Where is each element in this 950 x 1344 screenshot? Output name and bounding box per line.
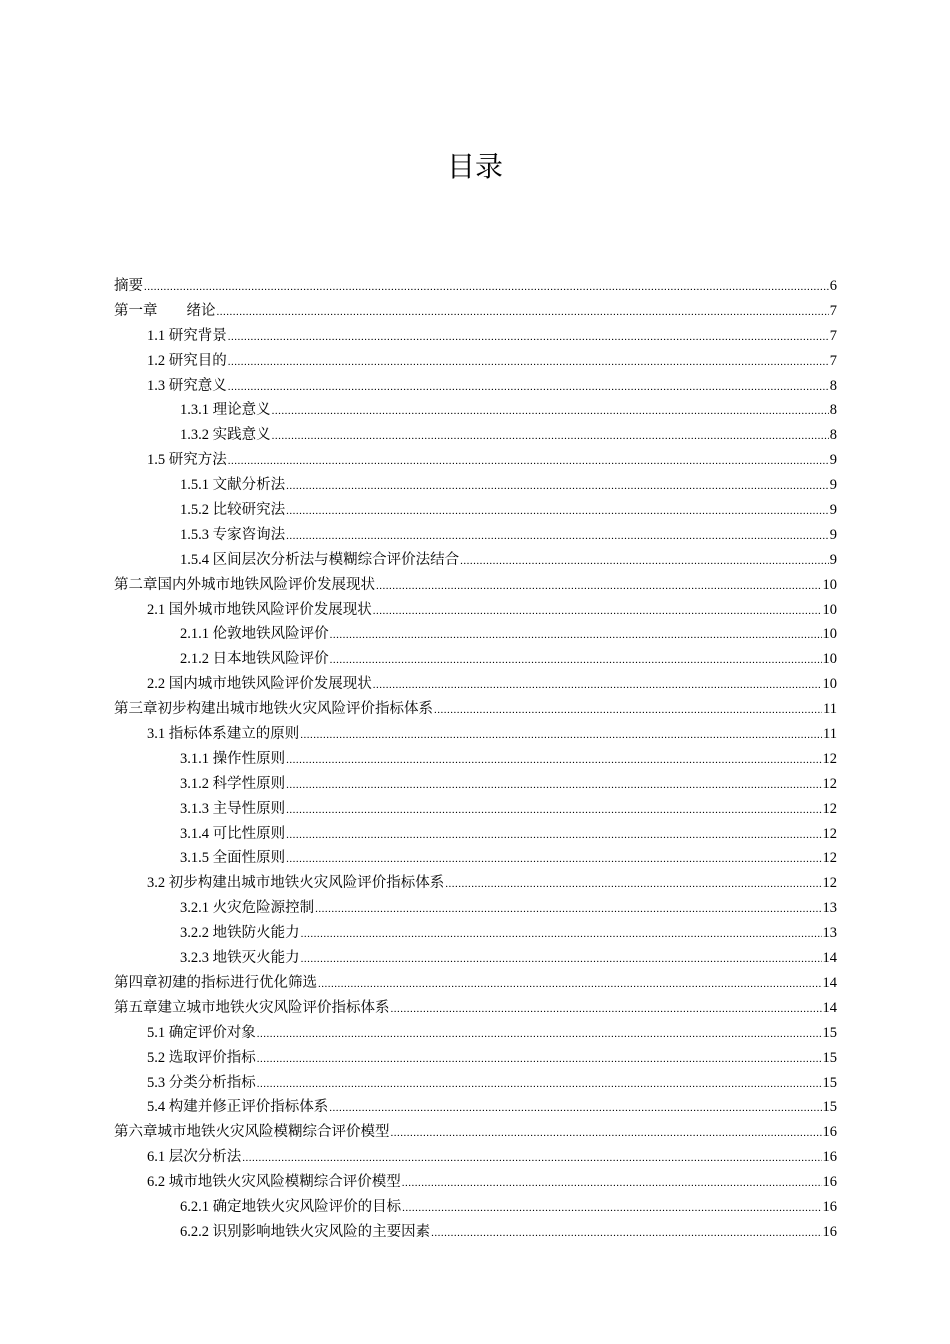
toc-entry-page-number: 10 [822, 676, 837, 693]
toc-entry-label: 2.1 国外城市地铁风险评价发展现状 [147, 601, 372, 618]
toc-entry[interactable] [114, 1195, 837, 1220]
toc-entry-page-number: 15 [822, 1049, 837, 1066]
toc-entry-label: 1.5.4 区间层次分析法与模糊综合评价法结合 [180, 551, 460, 568]
toc-entry-label: 6.2.2 识别影响地铁火灾风险的主要因素 [180, 1223, 431, 1240]
toc-entry-label: 第二章国内外城市地铁风险评价发展现状 [114, 576, 375, 593]
toc-entry-label: 第六章城市地铁火灾风险模糊综合评价模型 [114, 1124, 390, 1141]
toc-entry[interactable] [114, 797, 837, 822]
toc-entry[interactable] [114, 647, 837, 672]
toc-entry-label: 1.5 研究方法 [147, 452, 227, 469]
toc-entry-page-number: 7 [829, 302, 837, 319]
toc-leader-dots [318, 972, 822, 997]
toc-entry-label: 3.1.1 操作性原则 [180, 750, 286, 767]
toc-leader-dots [257, 1047, 822, 1072]
toc-entry-label: 5.1 确定评价对象 [147, 1024, 256, 1041]
toc-leader-dots [376, 574, 822, 599]
toc-entry-page-number: 15 [822, 1024, 837, 1041]
toc-leader-dots [434, 698, 822, 723]
toc-entry[interactable] [114, 722, 837, 747]
toc-entry-page-number: 10 [822, 651, 837, 668]
toc-leader-dots [286, 773, 821, 798]
toc-leader-dots [257, 1022, 822, 1047]
toc-entry-page-number: 8 [829, 427, 837, 444]
toc-entry-label: 2.1.2 日本地铁风险评价 [180, 651, 329, 668]
toc-entry-label: 第一章 绪论 [114, 302, 216, 319]
toc-entry-label: 5.3 分类分析指标 [147, 1074, 256, 1091]
toc-leader-dots [257, 1072, 822, 1097]
toc-entry-page-number: 15 [822, 1074, 837, 1091]
toc-leader-dots [330, 648, 822, 673]
toc-entry-label: 摘要 [114, 278, 143, 294]
toc-entry[interactable] [114, 896, 837, 921]
toc-entry-page-number: 9 [829, 502, 837, 519]
toc-leader-dots [242, 1146, 821, 1171]
toc-entry[interactable] [114, 423, 837, 448]
toc-entry-page-number: 10 [822, 576, 837, 593]
toc-leader-dots [286, 748, 821, 773]
toc-leader-dots [329, 1096, 821, 1121]
toc-leader-dots [300, 723, 822, 748]
toc-entry-label: 2.1.1 伦敦地铁风险评价 [180, 626, 329, 643]
toc-entry-label: 6.1 层次分析法 [147, 1149, 242, 1166]
toc-leader-dots [272, 424, 829, 449]
toc-entry-label: 第五章建立城市地铁火灾风险评价指标体系 [114, 999, 390, 1016]
toc-entry-label: 2.2 国内城市地铁风险评价发展现状 [147, 676, 372, 693]
toc-entry-label: 1.3 研究意义 [147, 377, 227, 394]
toc-leader-dots [286, 524, 829, 549]
toc-leader-dots [286, 798, 821, 823]
toc-entry[interactable] [114, 1120, 837, 1145]
toc-leader-dots [315, 897, 821, 922]
toc-entry[interactable] [114, 598, 837, 623]
toc-entry-page-number: 10 [822, 601, 837, 618]
toc-entry[interactable] [114, 274, 837, 299]
toc-entry-page-number: 9 [829, 477, 837, 494]
toc-entry-page-number: 14 [822, 999, 837, 1016]
toc-entry-label: 1.3.1 理论意义 [180, 402, 271, 419]
toc-leader-dots [301, 947, 822, 972]
toc-entry[interactable] [114, 548, 837, 573]
toc-entry-label: 3.1.4 可比性原则 [180, 825, 286, 842]
toc-entry[interactable] [114, 473, 837, 498]
toc-leader-dots [144, 275, 829, 300]
toc-entry-label: 1.5.1 文献分析法 [180, 477, 286, 494]
table-of-contents [114, 274, 837, 1245]
toc-entry[interactable] [114, 324, 837, 349]
toc-leader-dots [402, 1196, 821, 1221]
toc-entry-page-number: 16 [822, 1223, 837, 1240]
toc-entry-label: 第四章初建的指标进行优化筛选 [114, 974, 317, 991]
toc-leader-dots [330, 623, 822, 648]
toc-entry-page-number: 16 [822, 1174, 837, 1191]
toc-leader-dots [373, 599, 822, 624]
toc-entry[interactable] [114, 448, 837, 473]
toc-entry-label: 3.1 指标体系建立的原则 [147, 726, 300, 743]
toc-entry-page-number: 14 [822, 950, 837, 967]
toc-entry[interactable] [114, 1220, 837, 1245]
toc-leader-dots [228, 449, 829, 474]
toc-entry-label: 6.2.1 确定地铁火灾风险评价的目标 [180, 1198, 402, 1215]
toc-leader-dots [402, 1171, 822, 1196]
toc-entry[interactable] [114, 772, 837, 797]
toc-entry-page-number: 16 [822, 1124, 837, 1141]
toc-entry-label: 1.5.2 比较研究法 [180, 502, 286, 519]
toc-entry-label: 6.2 城市地铁火灾风险模糊综合评价模型 [147, 1174, 401, 1191]
toc-leader-dots [460, 549, 829, 574]
toc-leader-dots [286, 499, 829, 524]
toc-leader-dots [286, 474, 829, 499]
toc-entry[interactable] [114, 747, 837, 772]
toc-entry-page-number: 14 [822, 974, 837, 991]
toc-entry-page-number: 7 [829, 352, 837, 369]
toc-entry-page-number: 11 [823, 726, 837, 743]
toc-entry-label: 3.1.3 主导性原则 [180, 800, 286, 817]
toc-leader-dots [445, 872, 821, 897]
toc-entry-page-number: 12 [822, 875, 837, 892]
toc-entry-page-number: 15 [822, 1099, 837, 1116]
toc-entry-label: 1.5.3 专家咨询法 [180, 526, 286, 543]
toc-entry[interactable] [114, 996, 837, 1021]
toc-entry[interactable] [114, 697, 837, 722]
toc-entry[interactable] [114, 946, 837, 971]
toc-entry[interactable] [114, 523, 837, 548]
toc-entry[interactable] [114, 498, 837, 523]
toc-entry-page-number: 12 [822, 800, 837, 817]
toc-entry-label: 3.2.3 地铁灭火能力 [180, 950, 300, 967]
toc-entry-page-number: 12 [822, 850, 837, 867]
toc-leader-dots [391, 997, 822, 1022]
toc-leader-dots [217, 300, 829, 325]
toc-entry-label: 1.3.2 实践意义 [180, 427, 271, 444]
toc-entry[interactable] [114, 299, 837, 324]
toc-entry[interactable] [114, 1021, 837, 1046]
toc-entry-page-number: 12 [822, 825, 837, 842]
toc-entry-page-number: 8 [829, 402, 837, 419]
toc-leader-dots [431, 1221, 821, 1246]
toc-entry-page-number: 12 [822, 750, 837, 767]
toc-leader-dots [286, 823, 821, 848]
toc-entry[interactable] [114, 1095, 837, 1120]
toc-leader-dots [228, 350, 829, 375]
toc-entry-page-number: 8 [829, 377, 837, 394]
toc-leader-dots [272, 399, 829, 424]
toc-leader-dots [286, 847, 821, 872]
toc-entry-page-number: 9 [829, 551, 837, 568]
toc-entry[interactable] [114, 971, 837, 996]
toc-leader-dots [391, 1121, 822, 1146]
toc-entry[interactable] [114, 672, 837, 697]
toc-entry-label: 1.2 研究目的 [147, 352, 227, 369]
toc-entry-page-number: 12 [822, 775, 837, 792]
toc-leader-dots [301, 922, 822, 947]
toc-entry-label: 3.2.2 地铁防火能力 [180, 925, 300, 942]
toc-entry[interactable] [114, 1071, 837, 1096]
toc-entry-label: 5.4 构建并修正评价指标体系 [147, 1099, 329, 1116]
toc-entry[interactable] [114, 622, 837, 647]
toc-entry-label: 第三章初步构建出城市地铁火灾风险评价指标体系 [114, 701, 433, 718]
toc-entry-label: 3.1.5 全面性原则 [180, 850, 286, 867]
toc-entry-page-number: 16 [822, 1149, 837, 1166]
toc-entry-label: 5.2 选取评价指标 [147, 1049, 256, 1066]
toc-leader-dots [228, 325, 829, 350]
toc-entry-label: 1.1 研究背景 [147, 327, 227, 344]
toc-entry-page-number: 10 [822, 626, 837, 643]
toc-entry-page-number: 9 [829, 526, 837, 543]
toc-entry[interactable] [114, 349, 837, 374]
toc-entry[interactable] [114, 573, 837, 598]
toc-entry[interactable] [114, 871, 837, 896]
toc-entry[interactable] [114, 846, 837, 871]
toc-entry-page-number: 13 [822, 900, 837, 917]
toc-entry[interactable] [114, 1145, 837, 1170]
toc-entry[interactable] [114, 398, 837, 423]
toc-entry-page-number: 6 [829, 278, 837, 294]
toc-entry[interactable] [114, 1046, 837, 1071]
toc-entry[interactable] [114, 374, 837, 399]
page-title: 目录 [446, 149, 503, 183]
toc-entry-page-number: 16 [822, 1198, 837, 1215]
toc-entry-label: 3.2.1 火灾危险源控制 [180, 900, 315, 917]
toc-entry[interactable] [114, 822, 837, 847]
toc-leader-dots [373, 673, 822, 698]
toc-entry-page-number: 11 [823, 701, 837, 718]
toc-leader-dots [228, 375, 829, 400]
toc-entry-label: 3.1.2 科学性原则 [180, 775, 286, 792]
toc-entry[interactable] [114, 921, 837, 946]
toc-entry-page-number: 9 [829, 452, 837, 469]
toc-entry-label: 3.2 初步构建出城市地铁火灾风险评价指标体系 [147, 875, 445, 892]
toc-entry-page-number: 7 [829, 327, 837, 344]
toc-entry-page-number: 13 [822, 925, 837, 942]
toc-entry[interactable] [114, 1170, 837, 1195]
